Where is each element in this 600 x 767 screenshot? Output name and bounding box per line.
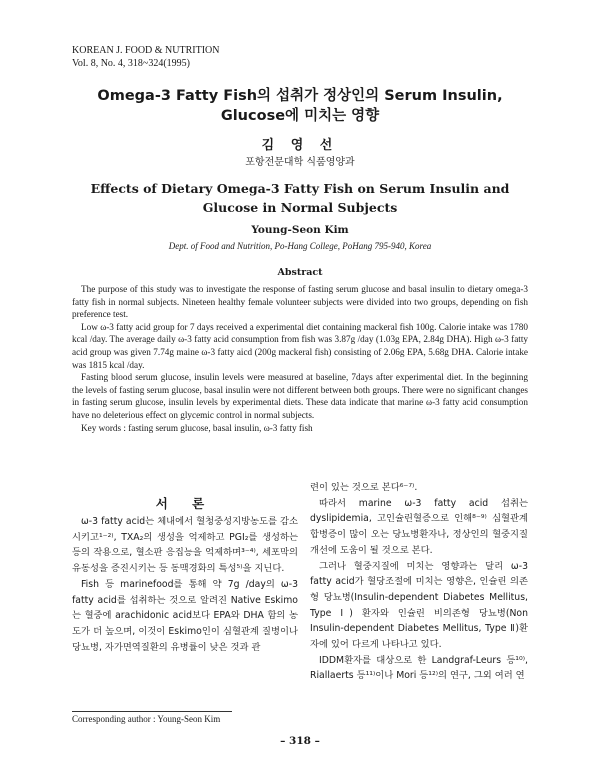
english-title: [60, 179, 540, 217]
korean-affiliation: 포항전문대학 식품영양과: [245, 157, 355, 168]
abstract-paragraph: Low ω-3 fatty acid group for 7 days received a experimental diet containing mackeral fish 100g. Calorie intake was 1780 kcal /day. The average daily ω-3 fatty acid consumption from fish was 3.87g /day (1.03g EPA, 2.84g DHA). High ω-3 fatty acid group was given 7.74g maine ω-3 fatty aicd (200g mackeral fish) consisting of 2.06g EPA, 5.68g DHA. Calorie intake was 1815 kcal /day.: [72, 321, 528, 370]
english-affiliation: Dept. of Food and Nutrition, Po-Hang College, PoHang 795-940, Korea: [168, 241, 432, 251]
page-number: – 318 –: [280, 735, 320, 747]
abstract-paragraph: The purpose of this study was to investigate the response of fasting serum glucose and basal insulin to dietary omega-3 fatty fish in normal subjects. Nineteen healthy female volunteer subjects were divided into two groups, depending on fish preference test.: [72, 284, 528, 320]
body-paragraph: Fish 등 marinefood를 통해 약 7g /day의 ω-3 fatty acid를 섭취하는 것으로 알려진 Native Eskimo는 혈중에 arachidonic acid보다 EPA와 DHA 함의 농도가 더 높으며, 이것이 Eskimo인이 심혈관계 질병이나 당뇨병, 자가면역질환의 유병률이 낮은 것과 관: [72, 578, 298, 653]
abstract-heading: Abstract: [277, 267, 323, 278]
abstract-keywords: Key words : fasting serum glucose, basal insulin, ω-3 fatty fish: [81, 422, 313, 433]
korean-title-line-2: Glucose에 미치는 영향: [220, 108, 380, 124]
body-paragraph: 그러나 혈중지질에 미치는 영향과는 달리 ω-3 fatty acid가 혈당조절에 미치는 영향은, 인슐린 의존형 당뇨병(Insulin-dependent Diabetes Mellitus, Type Ⅰ) 환자와 인슐린 비의존형 당뇨병(Non Insulin-dependent Diabetes Mellitus, Type Ⅱ)환자에 있어 다르게 나타나고 있다.: [310, 560, 528, 651]
footnote-divider: [72, 711, 232, 712]
abstract-body: [72, 283, 528, 434]
body-paragraph: 련이 있는 것으로 본다⁶⁻⁷⁾.: [310, 482, 418, 493]
english-title-line-1: Effects of Dietary Omega-3 Fatty Fish on Serum Insulin and: [90, 181, 510, 196]
journal-header: [72, 44, 220, 70]
korean-author: 김 영 선: [261, 138, 339, 153]
right-column: [310, 480, 528, 684]
journal-name: KOREAN J. FOOD & NUTRITION: [72, 45, 220, 56]
left-column: [72, 514, 298, 655]
introduction-heading: 서 론: [155, 496, 215, 511]
korean-title: [60, 86, 540, 126]
english-author: Young-Seon Kim: [251, 224, 349, 236]
body-paragraph: IDDM환자를 대상으로 한 Landgraf-Leurs 등¹⁰⁾, Riallaerts 등¹¹⁾이나 Mori 등¹²⁾의 연구, 그외 여러 연: [310, 654, 528, 682]
korean-title-line-1: Omega-3 Fatty Fish의 섭취가 정상인의 Serum Insulin,: [97, 88, 503, 104]
journal-volume: Vol. 8, No. 4, 318~324(1995): [72, 58, 191, 69]
corresponding-author-footnote: Corresponding author : Young-Seon Kim: [72, 714, 221, 724]
body-paragraph: 따라서 marine ω-3 fatty acid 섭취는 dyslipidemia, 고인슐린혈증으로 인해⁸⁻⁹⁾ 심혈관계 합병증이 많이 오는 당뇨병환자나, 정상인의 혈중지질개선에 도움이 될 것으로 본다.: [310, 497, 528, 556]
body-paragraph: ω-3 fatty acid는 체내에서 혈청중성지방농도를 감소시키고¹⁻²⁾, TXA₂의 생성을 억제하고 PGI₂를 생성하는 등의 작용으로, 혈소판 응집능을 억제하며³⁻⁴⁾, 세포막의 유동성을 증진시키는 등 동맥경화의 특성⁵⁾을 지닌다.: [72, 516, 298, 575]
abstract-paragraph: Fasting blood serum glucose, insulin levels were measured at baseline, 7days after experimental diet. In the beginning the levels of fasting serum glucose, basal insulin were not different between both groups. There were no significant changes in fasting serum glucose, insulin levels by experimental diets. These data indicate that marine ω-3 fatty acid consumption have no deleterious effect on glycemic control in normal subjects.: [72, 372, 528, 420]
english-title-line-2: Glucose in Normal Subjects: [202, 200, 398, 215]
